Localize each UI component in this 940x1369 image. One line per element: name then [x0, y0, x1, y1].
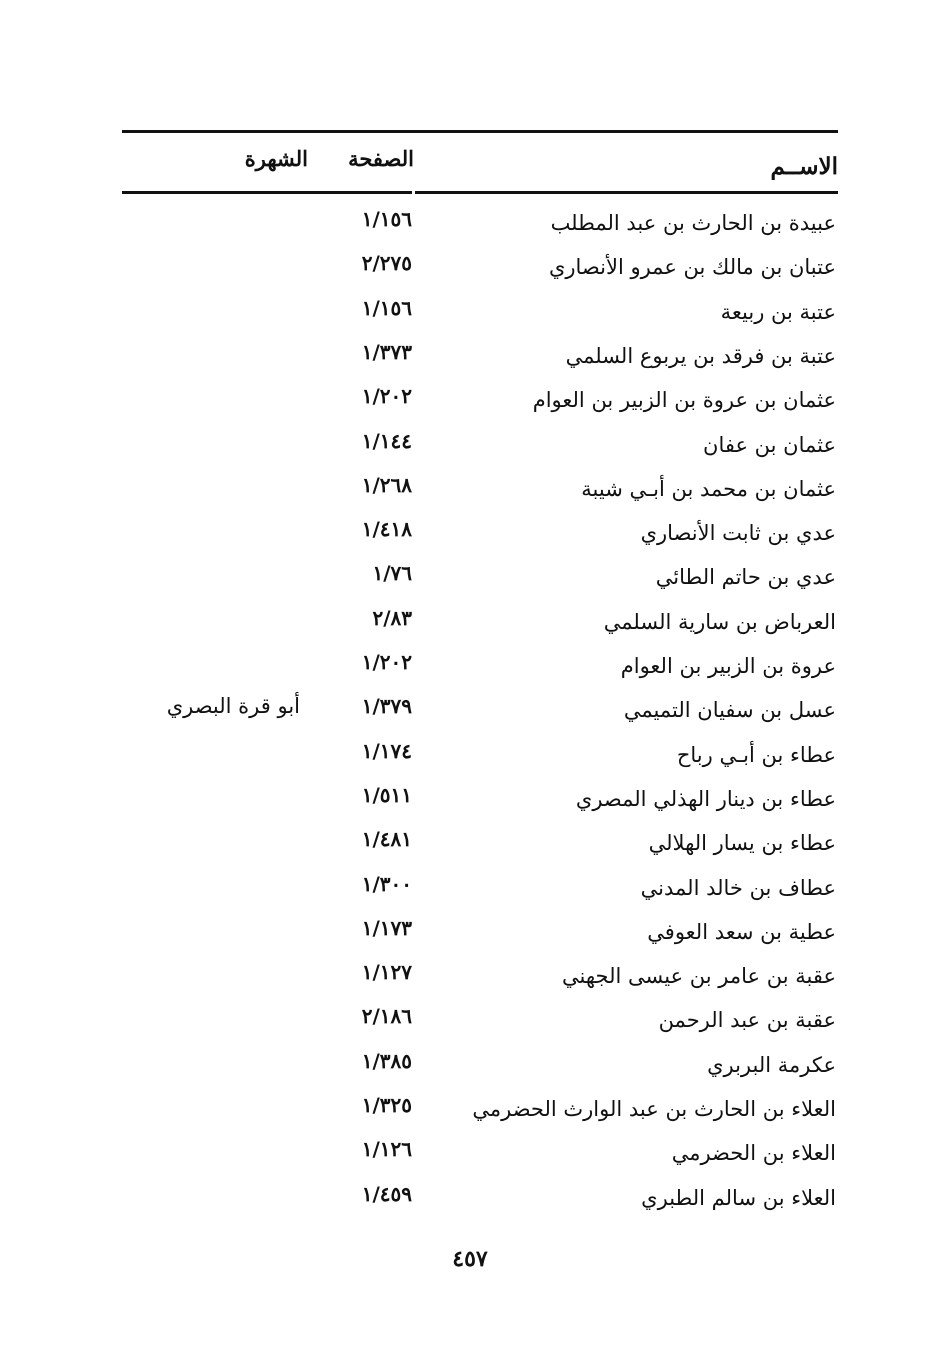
- header-underline-page-fame: [122, 191, 412, 194]
- table-row: [0, 958, 940, 1002]
- table-row: [0, 737, 940, 781]
- column-header-fame: الشهرة: [244, 146, 308, 171]
- entry-name: العلاء بن سالم الطبري: [641, 1185, 836, 1210]
- table-row: [0, 870, 940, 914]
- entry-page-ref: ١/٢٠٢: [361, 650, 412, 674]
- entry-page-ref: ١/٤١٨: [361, 517, 412, 542]
- entry-page-ref: ١/١٥٦: [361, 295, 412, 320]
- table-row: [0, 338, 940, 382]
- entry-page-ref: ١/١٧٤: [361, 738, 412, 763]
- entry-page-ref: ١/٢٦٨: [361, 472, 412, 497]
- entry-name: عتبة بن فرقد بن يربوع السلمي: [565, 343, 836, 368]
- entry-name: عطاء بن يسار الهلالي: [648, 831, 836, 856]
- entry-page-ref: ١/١٢٧: [361, 960, 412, 985]
- entry-name: عبيدة بن الحارث بن عبد المطلب: [550, 211, 836, 235]
- table-row: [0, 914, 940, 958]
- table-row: [0, 825, 940, 869]
- entry-name: عطاف بن خالد المدني: [640, 875, 836, 900]
- table-row: [0, 781, 940, 825]
- table-row: [0, 604, 940, 648]
- table-row: [0, 205, 940, 249]
- entry-page-ref: ٢/٨٣: [372, 605, 412, 630]
- entry-name: عثمان بن محمد بن أبـي شيبة: [581, 476, 836, 501]
- entry-name: العلاء بن الحارث بن عبد الوارث الحضرمي: [472, 1097, 836, 1121]
- table-row: [0, 1135, 940, 1179]
- table-row: [0, 1002, 940, 1046]
- page-number: ٤٥٧: [452, 1246, 488, 1272]
- table-row: [0, 1091, 940, 1135]
- entry-page-ref: ١/١٤٤: [361, 428, 412, 453]
- entry-name: عروة بن الزبير بن العوام: [620, 654, 836, 678]
- entry-page-ref: ١/٣٧٣: [361, 339, 412, 364]
- column-header-name: الاســم: [770, 153, 838, 180]
- entry-name: عكرمة البربري: [707, 1052, 836, 1077]
- entry-name: عتبة بن ربيعة: [720, 299, 836, 324]
- entry-page-ref: ١/٥١١: [361, 782, 412, 807]
- table-row: [0, 249, 940, 293]
- table-row: [0, 1047, 940, 1091]
- entry-name: عدي بن حاتم الطائي: [655, 565, 836, 590]
- entry-fame: أبو قرة البصري: [166, 694, 300, 719]
- table-row: [0, 559, 940, 603]
- entry-page-ref: ١/١٢٦: [361, 1137, 412, 1162]
- entry-page-ref: ١/١٧٣: [361, 915, 412, 940]
- entry-name: العرباض بن سارية السلمي: [603, 609, 836, 634]
- table-row: [0, 515, 940, 559]
- entry-name: عثمان بن عروة بن الزبير بن العوام: [532, 388, 836, 413]
- column-header-page: الصفحة: [348, 146, 414, 171]
- entry-page-ref: ١/٢٠٢: [361, 384, 412, 409]
- entry-name: عسل بن سفيان التميمي: [623, 698, 836, 723]
- table-row: [0, 648, 940, 692]
- table-row: [0, 382, 940, 426]
- table-row: [0, 294, 940, 338]
- entry-name: عطاء بن دينار الهذلي المصري: [575, 786, 836, 811]
- entry-page-ref: ١/٣٠٠: [361, 871, 412, 896]
- entry-page-ref: ١/٣٢٥: [361, 1093, 412, 1117]
- entry-page-ref: ١/٤٨١: [361, 827, 412, 852]
- header-underline-name: [415, 191, 838, 194]
- table-row: [0, 471, 940, 515]
- table-top-rule: [122, 130, 838, 133]
- entry-name: عتبان بن مالك بن عمرو الأنصاري: [548, 255, 836, 280]
- entry-page-ref: ٢/١٨٦: [361, 1004, 412, 1029]
- entry-page-ref: ٢/٢٧٥: [361, 251, 412, 276]
- table-row: [0, 1180, 940, 1224]
- entry-name: عطية بن سعد العوفي: [647, 919, 836, 944]
- entry-name: عدي بن ثابت الأنصاري: [640, 521, 836, 546]
- entry-name: العلاء بن الحضرمي: [671, 1141, 836, 1166]
- entry-page-ref: ١/٤٥٩: [361, 1181, 412, 1206]
- entry-name: عطاء بن أبـي رباح: [676, 742, 836, 767]
- entry-name: عثمان بن عفان: [703, 432, 836, 457]
- entry-page-ref: ١/٣٧٩: [361, 694, 412, 719]
- entry-page-ref: ١/٧٦: [372, 561, 412, 586]
- table-row: [0, 427, 940, 471]
- entry-page-ref: ١/١٥٦: [361, 207, 412, 231]
- entry-name: عقبة بن عامر بن عيسى الجهني: [562, 964, 836, 989]
- entry-name: عقبة بن عبد الرحمن: [658, 1008, 836, 1033]
- table-row: [0, 692, 940, 736]
- entry-page-ref: ١/٣٨٥: [361, 1048, 412, 1073]
